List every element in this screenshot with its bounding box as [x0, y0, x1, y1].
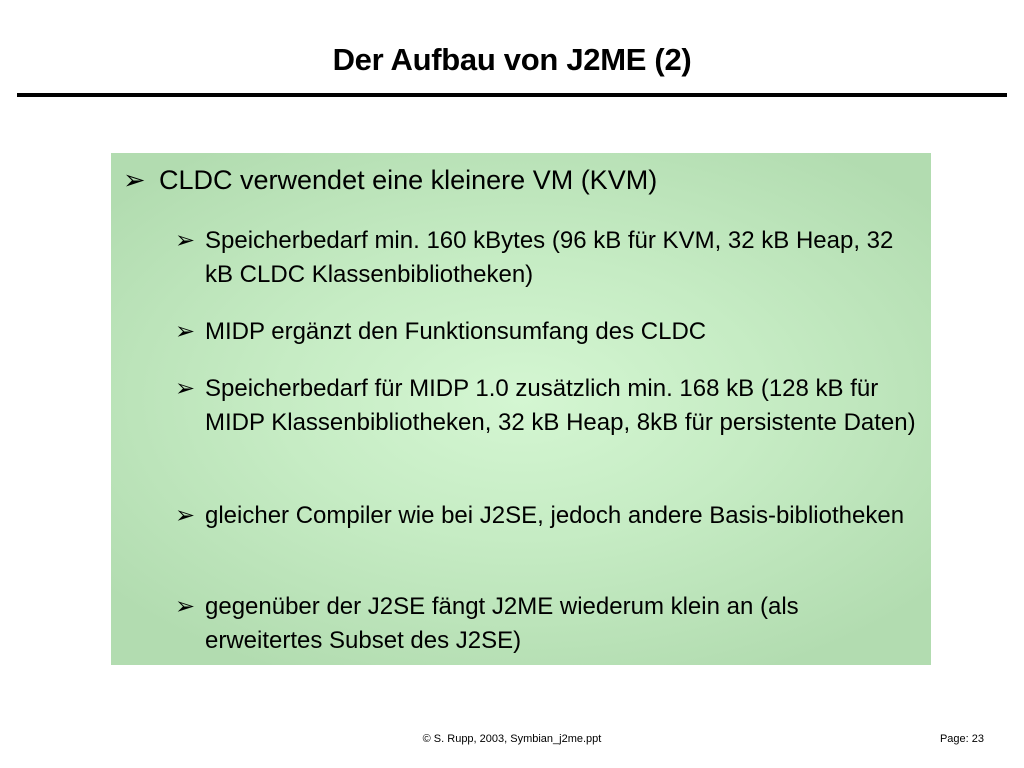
content-box	[111, 153, 931, 665]
sub-bullet	[175, 224, 920, 292]
arrow-bullet-icon: ➢	[123, 165, 146, 195]
arrow-bullet-icon: ➢	[175, 227, 196, 254]
arrow-bullet-icon: ➢	[175, 375, 196, 402]
main-bullet	[123, 163, 657, 197]
sub-bullet-text: MIDP ergänzt den Funktionsumfang des CLDC	[205, 318, 707, 345]
sub-bullet	[175, 315, 920, 349]
slide-title: Der Aufbau von J2ME (2)	[332, 42, 692, 77]
title-divider	[17, 93, 1007, 97]
sub-bullet-text: gleicher Compiler wie bei J2SE, jedoch andere Basis-bibliotheken	[205, 502, 905, 529]
page-number: Page: 23	[939, 733, 984, 745]
sub-bullet-text: Speicherbedarf min. 160 kBytes (96 kB für KVM, 32 kB Heap, 32 kB CLDC Klassenbibliotheken)	[205, 227, 894, 288]
sub-bullet-text: gegenüber der J2SE fängt J2ME wiederum klein an (als erweitertes Subset des J2SE)	[205, 593, 799, 654]
sub-bullet	[175, 590, 920, 658]
arrow-bullet-icon: ➢	[175, 502, 196, 529]
arrow-bullet-icon: ➢	[175, 593, 196, 620]
main-bullet-text: CLDC verwendet eine kleinere VM (KVM)	[159, 165, 658, 195]
sub-bullet	[175, 499, 920, 533]
footer-copyright: © S. Rupp, 2003, Symbian_j2me.ppt	[422, 733, 602, 745]
sub-bullet-text: Speicherbedarf für MIDP 1.0 zusätzlich min. 168 kB (128 kB für MIDP Klassenbibliotheken, 32 kB Heap, 8kB für persistente Daten)	[205, 375, 916, 436]
arrow-bullet-icon: ➢	[175, 318, 196, 345]
sub-bullet	[175, 372, 920, 440]
